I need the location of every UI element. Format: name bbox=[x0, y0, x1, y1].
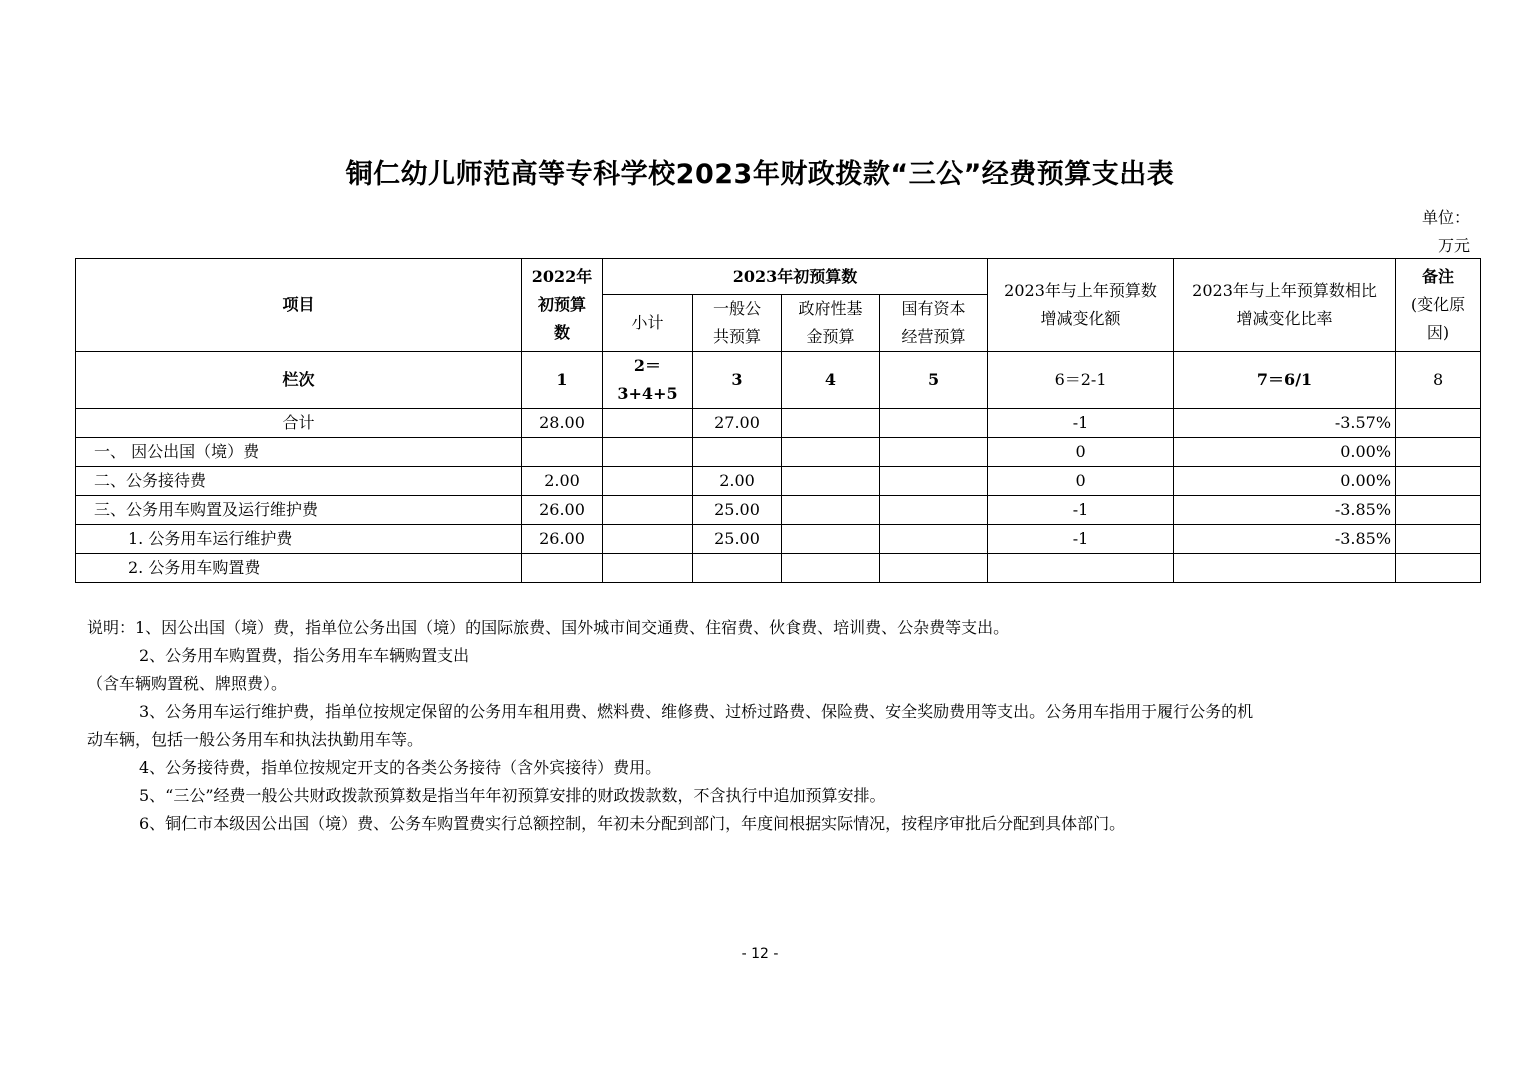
row-rate bbox=[1174, 554, 1396, 583]
row-item: 合计 bbox=[76, 409, 522, 438]
header-general bbox=[693, 295, 782, 352]
note-3: 3、公务用车运行维护费，指单位按规定保留的公务用车租用费、燃料费、维修费、过桥过路费、保险费、安全奖励费用等支出。公务用车指用于履行公务的机 bbox=[139, 702, 1254, 721]
table-row bbox=[76, 467, 1481, 496]
row-rate: 0.00% bbox=[1174, 438, 1396, 467]
note-6: 6、铜仁市本级因公出国（境）费、公务车购置费实行总额控制，年初未分配到部门，年度间根据实际情况，按程序审批后分配到具体部门。 bbox=[139, 814, 1126, 833]
row-rate: -3.57% bbox=[1174, 409, 1396, 438]
code-5: 5 bbox=[880, 352, 988, 409]
code-7: 7＝6/1 bbox=[1174, 352, 1396, 409]
row-subtotal bbox=[603, 496, 693, 525]
row-remark bbox=[1396, 467, 1481, 496]
code-row bbox=[76, 352, 1481, 409]
header-change-rate bbox=[1174, 259, 1396, 352]
table-row bbox=[76, 409, 1481, 438]
row-subtotal bbox=[603, 438, 693, 467]
row-gov-fund bbox=[782, 409, 880, 438]
header-prev-budget-l3: 数 bbox=[553, 323, 570, 342]
row-general: 27.00 bbox=[693, 409, 782, 438]
row-change: 0 bbox=[988, 467, 1174, 496]
header-change-amount bbox=[988, 259, 1174, 352]
header-change-rate-l1: 2023年与上年预算数相比 bbox=[1192, 281, 1377, 300]
header-state-capital-l1: 国有资本 bbox=[901, 299, 966, 318]
row-general: 2.00 bbox=[693, 467, 782, 496]
row-change bbox=[988, 554, 1174, 583]
row-state bbox=[880, 438, 988, 467]
row-rate: -3.85% bbox=[1174, 496, 1396, 525]
row-prev: 26.00 bbox=[522, 496, 603, 525]
note-2: 2、公务用车购置费，指公务用车车辆购置支出 bbox=[139, 646, 470, 665]
row-general: 25.00 bbox=[693, 496, 782, 525]
row-subtotal bbox=[603, 554, 693, 583]
note-5: 5、“三公”经费一般公共财政拨款预算数是指当年年初预算安排的财政拨款数，不含执行中追加预算安排。 bbox=[139, 786, 886, 805]
code-4: 4 bbox=[782, 352, 880, 409]
row-change: -1 bbox=[988, 496, 1174, 525]
table-row bbox=[76, 554, 1481, 583]
row-state bbox=[880, 525, 988, 554]
row-gov-fund bbox=[782, 496, 880, 525]
header-subtotal: 小计 bbox=[603, 295, 693, 352]
row-item: 二、公务接待费 bbox=[76, 467, 522, 496]
row-state bbox=[880, 496, 988, 525]
row-subtotal bbox=[603, 409, 693, 438]
header-state-capital bbox=[880, 295, 988, 352]
row-prev bbox=[522, 438, 603, 467]
row-prev: 28.00 bbox=[522, 409, 603, 438]
row-rate: -3.85% bbox=[1174, 525, 1396, 554]
header-gov-fund-l1: 政府性基 bbox=[798, 299, 863, 318]
row-remark bbox=[1396, 554, 1481, 583]
row-general bbox=[693, 438, 782, 467]
row-remark bbox=[1396, 409, 1481, 438]
row-general bbox=[693, 554, 782, 583]
row-item: 2. 公务用车购置费 bbox=[76, 554, 522, 583]
row-prev: 26.00 bbox=[522, 525, 603, 554]
header-gov-fund-l2: 金预算 bbox=[806, 327, 855, 346]
document-title: 铜仁幼儿师范高等专科学校2023年财政拨款“三公”经费预算支出表 bbox=[345, 159, 1175, 190]
unit-value: 万元 bbox=[1437, 236, 1470, 255]
row-state bbox=[880, 409, 988, 438]
code-8: 8 bbox=[1396, 352, 1481, 409]
row-remark bbox=[1396, 438, 1481, 467]
header-state-capital-l2: 经营预算 bbox=[901, 327, 966, 346]
row-remark bbox=[1396, 496, 1481, 525]
header-general-l2: 共预算 bbox=[712, 327, 761, 346]
code-2-l1: 2＝ bbox=[633, 356, 662, 375]
header-gov-fund bbox=[782, 295, 880, 352]
header-remark-l2: (变化原 bbox=[1410, 295, 1466, 314]
header-remark-l1: 备注 bbox=[1422, 267, 1455, 286]
row-state bbox=[880, 467, 988, 496]
row-gov-fund bbox=[782, 525, 880, 554]
row-item: 一、 因公出国（境）费 bbox=[76, 438, 522, 467]
note-3-cont: 动车辆，包括一般公务用车和执法执勤用车等。 bbox=[87, 730, 424, 749]
row-remark bbox=[1396, 525, 1481, 554]
row-gov-fund bbox=[782, 467, 880, 496]
row-change: 0 bbox=[988, 438, 1174, 467]
header-remark bbox=[1396, 259, 1481, 352]
row-subtotal bbox=[603, 525, 693, 554]
header-change-amount-l2: 增减变化额 bbox=[1040, 309, 1121, 328]
note-2-cont: （含车辆购置税、牌照费）。 bbox=[87, 674, 288, 693]
code-label: 栏次 bbox=[76, 352, 522, 409]
row-rate: 0.00% bbox=[1174, 467, 1396, 496]
row-gov-fund bbox=[782, 554, 880, 583]
header-item: 项目 bbox=[76, 259, 522, 352]
row-prev bbox=[522, 554, 603, 583]
header-prev-budget-l2: 初预算 bbox=[537, 295, 586, 314]
row-state bbox=[880, 554, 988, 583]
header-change-amount-l1: 2023年与上年预算数 bbox=[1004, 281, 1157, 300]
code-1: 1 bbox=[522, 352, 603, 409]
code-2 bbox=[603, 352, 693, 409]
page-number: - 12 - bbox=[741, 946, 779, 962]
table-row bbox=[76, 496, 1481, 525]
code-3: 3 bbox=[693, 352, 782, 409]
code-6: 6＝2-1 bbox=[988, 352, 1174, 409]
budget-table bbox=[75, 258, 1481, 583]
header-row-1 bbox=[76, 259, 1481, 295]
table-row bbox=[76, 525, 1481, 554]
row-gov-fund bbox=[782, 438, 880, 467]
notes-section bbox=[87, 614, 1407, 838]
row-prev: 2.00 bbox=[522, 467, 603, 496]
header-general-l1: 一般公 bbox=[712, 299, 761, 318]
header-remark-l3: 因) bbox=[1426, 323, 1450, 342]
row-general: 25.00 bbox=[693, 525, 782, 554]
row-change: -1 bbox=[988, 525, 1174, 554]
note-4: 4、公务接待费，指单位按规定开支的各类公务接待（含外宾接待）费用。 bbox=[139, 758, 662, 777]
note-1: 说明：1、因公出国（境）费，指单位公务出国（境）的国际旅费、国外城市间交通费、住宿费、伙食费、培训费、公杂费等支出。 bbox=[87, 618, 1010, 637]
table-row bbox=[76, 438, 1481, 467]
row-change: -1 bbox=[988, 409, 1174, 438]
header-prev-budget bbox=[522, 259, 603, 352]
code-2-l2: 3+4+5 bbox=[617, 384, 678, 403]
row-item: 三、公务用车购置及运行维护费 bbox=[76, 496, 522, 525]
row-subtotal bbox=[603, 467, 693, 496]
header-cur-budget-group: 2023年初预算数 bbox=[603, 259, 988, 295]
header-change-rate-l2: 增减变化比率 bbox=[1236, 309, 1333, 328]
header-prev-budget-l1: 2022年 bbox=[531, 267, 593, 286]
row-item: 1. 公务用车运行维护费 bbox=[76, 525, 522, 554]
unit-label: 单位： bbox=[1421, 208, 1470, 227]
